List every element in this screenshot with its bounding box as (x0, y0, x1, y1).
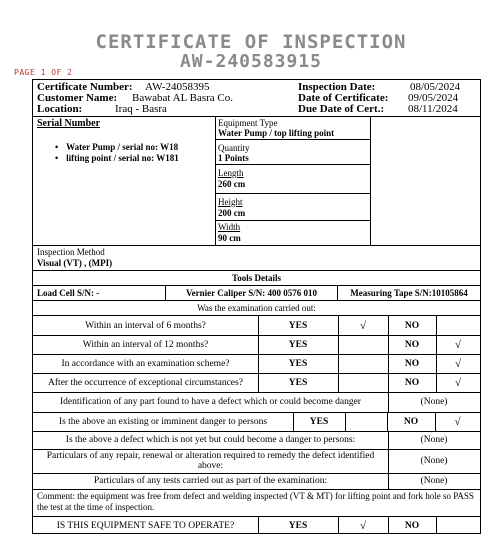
yes-check (338, 354, 388, 373)
none-value: (None) (420, 456, 448, 466)
width-value: 90 cm (218, 233, 241, 243)
defect-row (33, 431, 480, 449)
safe-yes-label: YES (288, 520, 308, 531)
location-value: Iraq - Basra (115, 103, 167, 115)
customer-name-label: Customer Name: (37, 92, 118, 104)
safe-to-operate-row (33, 517, 480, 534)
no-check (436, 316, 480, 335)
yes-check: √ (359, 319, 367, 332)
defect-question: Is the above an existing or imminent danger to persons (58, 416, 268, 427)
yes-label: YES (309, 416, 329, 427)
defect-question: Particulars of any repair, renewal or alteration required to remedy the defect identified above: (46, 451, 375, 471)
no-label: NO (403, 416, 419, 427)
serial-item: • lifting point / serial no: W181 (55, 153, 179, 163)
yes-check (338, 373, 388, 392)
exam-question: Within an interval of 12 months? (82, 339, 209, 350)
no-check: √ (454, 338, 462, 351)
none-value: (None) (420, 397, 448, 407)
exam-row (33, 354, 480, 373)
no-label: NO (404, 358, 420, 369)
exam-row (33, 335, 480, 354)
length-value: 260 cm (218, 179, 246, 189)
height-label: Height (218, 197, 243, 207)
load-cell-sn: Load Cell S/N: - (37, 288, 100, 298)
no-check: √ (454, 376, 462, 389)
inspection-method-label: Inspection Method (37, 247, 105, 257)
defect-question: Identification of any part found to have a defect which or could become danger (60, 397, 361, 407)
defect-row (33, 449, 480, 473)
comment-text: Comment: the equipment was free from defect and welding inspected (VT & MT) for lifting point and fork hole so PASS the test at the time of inspection. (37, 491, 474, 512)
defect-row (33, 392, 480, 412)
exam-question: After the occurrence of exceptional circumstances? (48, 377, 243, 388)
location-label: Location: (37, 103, 83, 115)
exam-row (33, 316, 480, 335)
yes-label: YES (288, 339, 308, 350)
safe-no-label: NO (404, 520, 420, 531)
inspection-method-value: Visual (VT) , (MPI) (37, 258, 113, 268)
safe-no-check (436, 517, 480, 534)
examination-question: Was the examination carried out: (197, 303, 316, 313)
certificate-date-value: 09/05/2024 (408, 92, 459, 104)
quantity-value: 1 Points (218, 153, 249, 163)
equipment-type-value: Water Pump / top lifting point (218, 128, 335, 138)
defect-question: Particulars of any tests carried out as part of the examination: (93, 476, 328, 486)
due-date-label: Due Date of Cert.: (298, 103, 385, 115)
no-label: NO (404, 339, 420, 350)
exam-row (33, 373, 480, 392)
certificate-title: CERTIFICATE OF INSPECTION (95, 31, 407, 53)
tools-heading: Tools Details (232, 273, 281, 283)
yes-label: YES (288, 320, 308, 331)
inspection-date-label: Inspection Date: (298, 81, 376, 93)
defect-row (33, 412, 480, 431)
certificate-id-title: AW-240583915 (179, 51, 323, 72)
length-label: Length (218, 168, 244, 178)
safe-yes-check: √ (359, 519, 367, 532)
measuring-tape-sn: Measuring Tape S/N:10105864 (350, 288, 468, 298)
yes-label: YES (288, 377, 308, 388)
page-indicator: PAGE 1 OF 2 (14, 68, 73, 77)
due-date-value: 08/11/2024 (408, 103, 458, 115)
inspection-date-value: 08/05/2024 (410, 81, 461, 93)
height-value: 200 cm (218, 208, 246, 218)
yes-check (338, 335, 388, 354)
no-label: NO (404, 320, 420, 331)
defect-question: Is the above a defect which is not yet but could become a danger to persons: (65, 435, 356, 445)
quantity-label: Quantity (218, 143, 250, 153)
exam-question: Within an interval of 6 months? (85, 320, 206, 331)
equipment-type-label: Equipment Type (218, 118, 278, 128)
defect-row (33, 473, 480, 489)
certificate-date-label: Date of Certificate: (298, 92, 389, 104)
serial-item: • Water Pump / serial no: W18 (55, 142, 179, 152)
serial-number-heading: Serial Number (37, 118, 101, 129)
no-check: √ (454, 357, 462, 370)
yes-label: YES (288, 358, 308, 369)
no-label: NO (404, 377, 420, 388)
certificate-number-value: AW-24058395 (145, 81, 210, 93)
vernier-caliper-sn: Vernier Caliper S/N: 400 0576 010 (185, 288, 318, 298)
none-value: (None) (420, 476, 448, 486)
no-check: √ (454, 415, 461, 428)
safe-question: IS THIS EQUIPMENT SAFE TO OPERATE? (56, 520, 235, 531)
exam-question: In accordance with an examination scheme? (61, 358, 230, 369)
yes-check (345, 412, 387, 431)
none-value: (None) (420, 435, 448, 445)
customer-name-value: Bawabat AL Basra Co. (132, 92, 234, 104)
certificate-sheet (32, 79, 481, 534)
width-label: Width (218, 222, 241, 232)
certificate-number-label: Certificate Number: (37, 81, 133, 93)
